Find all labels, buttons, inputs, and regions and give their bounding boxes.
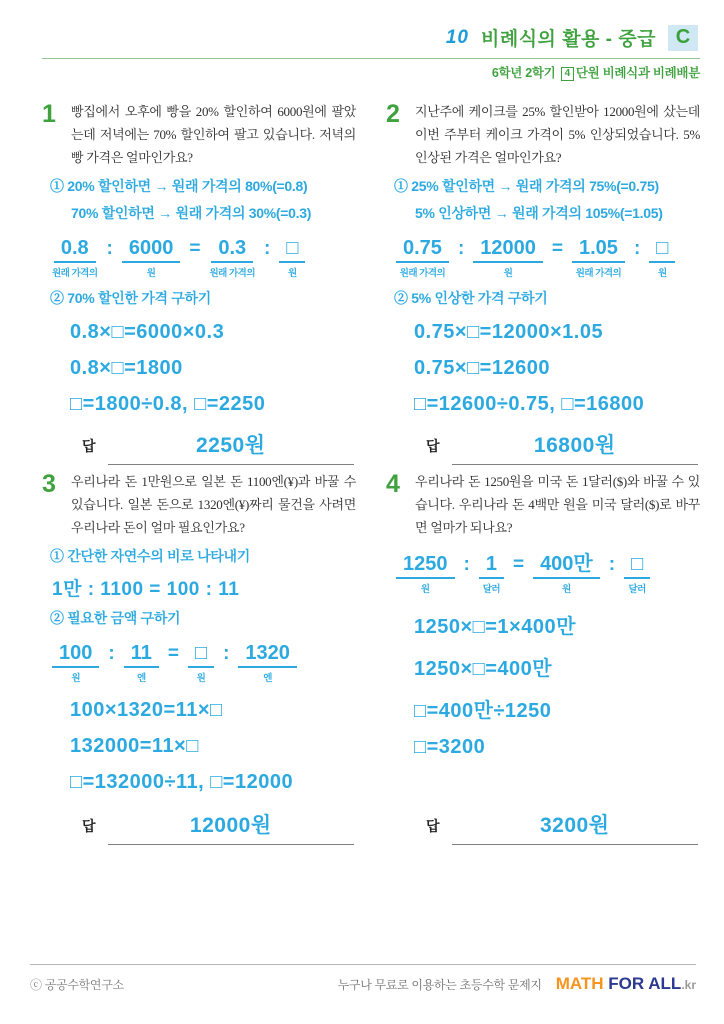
answer-value: 12000원: [108, 809, 354, 845]
proportion-term: 0.75 원래 가격의: [396, 237, 449, 279]
header-subtitle: [42, 63, 700, 81]
page-title: 비례식의 활용 - 중급: [481, 29, 656, 50]
level-badge: C: [668, 25, 698, 51]
ratio-colon: :: [457, 238, 465, 260]
proportion-term: 11 엔: [124, 642, 159, 684]
problem-question: 지난주에 케이크를 25% 할인받아 12000원에 샀는데 이번 주부터 케이크 가격이 5% 인상되었습니다. 5% 인상된 가격은 얼마인가요?: [415, 104, 700, 165]
equation-line: 0.8×□=6000×0.3: [70, 321, 225, 344]
ratio-colon: :: [108, 643, 115, 665]
ratio-colon: :: [264, 238, 271, 260]
solution-step: ① 20% 할인하면 → 원래 가격의 80%(=0.8): [50, 178, 308, 195]
lesson-number: 10: [445, 26, 469, 48]
proportion-term: □ 달러: [624, 553, 650, 595]
ratio-colon: :: [463, 554, 470, 576]
problem-number: 4: [386, 470, 400, 498]
answer-label: 답: [426, 818, 440, 834]
unit-number-box: 4: [561, 67, 574, 81]
equation-line: □=132000÷11, □=12000: [70, 771, 294, 794]
header-title-row: [42, 24, 700, 51]
equals-sign: =: [512, 554, 525, 576]
equation-line: 1250×□=1×400만: [414, 616, 576, 639]
solution-step: 70% 할인하면 → 원래 가격의 30%(=0.3): [71, 205, 312, 222]
answer-label: 답: [82, 438, 96, 454]
answer-label: 답: [82, 818, 96, 834]
ratio-colon: :: [223, 643, 230, 665]
proportion-term: 100 원: [52, 642, 99, 684]
proportion-expression: [52, 642, 356, 684]
ratio-colon: :: [633, 238, 641, 260]
problem-question: 우리나라 돈 1250원을 미국 돈 1달러($)와 바꿀 수 있습니다. 우리나라 돈 4백만 원을 미국 달러($)로 바꾸면 얼마가 되나요?: [415, 474, 700, 535]
ratio-line: 1만 : 1100 = 100 : 11: [52, 579, 240, 601]
equation-line: 0.8×□=1800: [70, 357, 183, 380]
problem-question: 우리나라 돈 1만원으로 일본 돈 1100엔(¥)과 바꿀 수 있습니다. 일본 돈으로 1320엔(¥)짜리 물건을 사려면 우리나라 돈이 얼마 필요인가요?: [71, 474, 356, 535]
subtitle-prefix: 6학년 2학기: [491, 66, 556, 80]
proportion-term: □ 원: [279, 237, 305, 279]
proportion-term: □ 원: [188, 642, 214, 684]
problem-4-head: [386, 471, 700, 539]
equation-line: □=3200: [414, 736, 486, 759]
problem-number: 2: [386, 100, 400, 128]
equals-sign: =: [167, 643, 179, 665]
problem-2: [386, 101, 700, 471]
equation-line: 0.75×□=12000×1.05: [414, 321, 604, 344]
proportion-term: 6000 원: [122, 237, 181, 279]
problem-3: [42, 471, 356, 851]
proportion-expression: [396, 553, 700, 595]
solution-step: ① 간단한 자연수의 비로 나타내기: [50, 548, 250, 565]
problem-number: 1: [42, 100, 56, 128]
problems-grid: [42, 101, 700, 851]
proportion-term: 1250 원: [396, 553, 455, 595]
answer-value: 2250원: [108, 429, 354, 465]
ratio-colon: :: [608, 554, 616, 576]
equation-line: 1250×□=400만: [414, 658, 553, 681]
equation-line: 0.75×□=12600: [414, 357, 550, 380]
proportion-expression: [396, 237, 700, 279]
solution-step: ② 70% 할인한 가격 구하기: [50, 290, 211, 307]
proportion-term: 0.3 원래 가격의: [209, 237, 255, 280]
proportion-term: 1.05 원래 가격의: [572, 237, 625, 279]
answer-label: 답: [426, 438, 440, 454]
copyright-text: ⓒ 공공수학연구소: [30, 978, 124, 992]
proportion-term: 1320 엔: [238, 642, 297, 684]
problem-number: 3: [42, 470, 56, 498]
answer-row: [42, 429, 356, 471]
solution-step: ② 필요한 금액 구하기: [50, 610, 181, 627]
equals-sign: =: [189, 238, 201, 260]
problem-1-head: [42, 101, 356, 169]
proportion-term: 400만 원: [533, 553, 600, 595]
problem-4: [386, 471, 700, 851]
answer-row: [42, 809, 356, 851]
problem-question: 빵집에서 오후에 빵을 20% 할인하여 6000원에 팔았는데 저녁에는 70% 할인하여 팔고 있습니다. 저녁의 빵 가격은 얼마인가요?: [71, 104, 356, 165]
equation-line: □=1800÷0.8, □=2250: [70, 393, 266, 416]
problem-1: [42, 101, 356, 471]
problem-2-head: [386, 101, 700, 169]
ratio-colon: :: [106, 238, 113, 260]
proportion-term: 12000 원: [473, 237, 543, 279]
answer-value: 16800원: [452, 429, 698, 465]
proportion-term: 1 달러: [479, 553, 504, 595]
equation-line: □=12600÷0.75, □=16800: [414, 393, 645, 416]
header-divider: [42, 58, 700, 59]
solution-step: 5% 인상하면 → 원래 가격의 105%(=1.05): [415, 205, 663, 222]
proportion-term: 0.8 원래 가격의: [52, 237, 98, 280]
footer-tagline: 누구나 무료로 이용하는 초등수학 문제지: [337, 978, 542, 992]
equation-line: 132000=11×□: [70, 735, 199, 758]
problem-3-head: [42, 471, 356, 539]
subtitle-suffix: 단원 비례식과 비례배분: [575, 66, 700, 80]
footer: [30, 964, 696, 994]
math-for-all-logo: MATH FOR ALL.kr: [555, 974, 696, 993]
proportion-term: □ 원: [649, 237, 675, 279]
equals-sign: =: [551, 238, 563, 260]
equation-line: 100×1320=11×□: [70, 699, 223, 722]
answer-row: [386, 429, 700, 471]
equation-line: □=400만÷1250: [414, 700, 552, 723]
solution-step: ② 5% 인상한 가격 구하기: [394, 290, 548, 307]
header: [42, 24, 700, 81]
answer-row: [386, 809, 700, 851]
answer-value: 3200원: [452, 809, 698, 845]
solution-step: ① 25% 할인하면 → 원래 가격의 75%(=0.75): [394, 178, 659, 195]
proportion-expression: [52, 237, 356, 279]
